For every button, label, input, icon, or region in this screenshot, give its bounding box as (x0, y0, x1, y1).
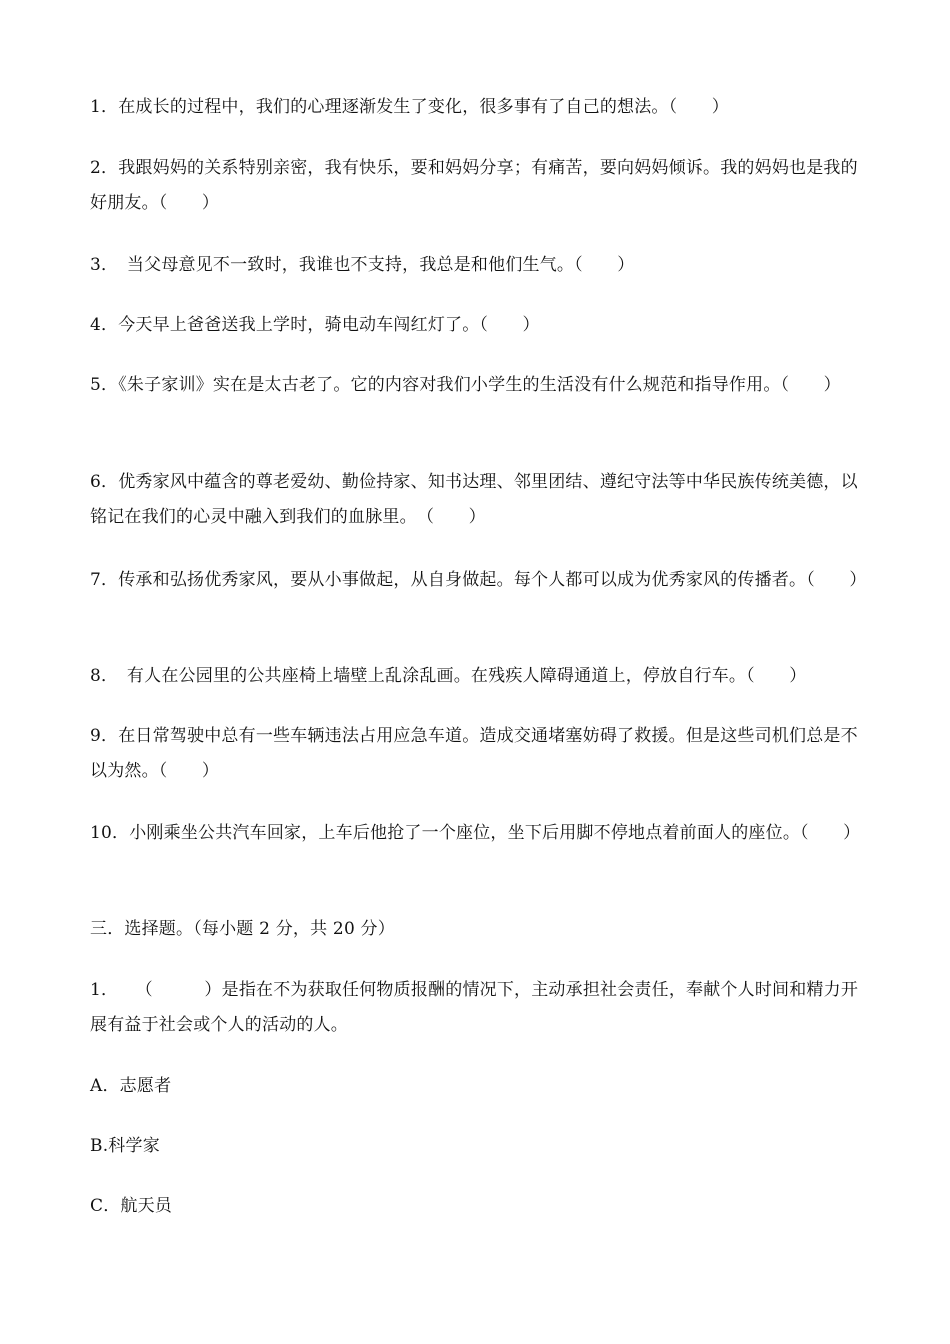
judgment-item-7: 7．传承和弘扬优秀家风，要从小事做起，从自身做起。每个人都可以成为优秀家风的传播者。（ ） (90, 570, 867, 590)
section-heading: 三．选择题。（每小题 2 分，共 20 分） (90, 919, 395, 939)
option-b: B.科学家 (90, 1136, 160, 1156)
option-a: A．志愿者 (90, 1076, 172, 1096)
judgment-item-5: 5．《朱子家训》实在是太古老了。它的内容对我们小学生的生活没有什么规范和指导作用。（ ） (90, 375, 841, 395)
judgment-item-8: 8． 有人在公园里的公共座椅上墙壁上乱涂乱画。在残疾人障碍通道上，停放自行车。（ ） (90, 666, 807, 686)
option-c: C．航天员 (90, 1196, 173, 1216)
choice-question-1: 1． （ ）是指在不为获取任何物质报酬的情况下，主动承担社会责任，奉献个人时间和精力开展有益于社会或个人的活动的人。 (90, 980, 859, 1035)
judgment-item-2: 2．我跟妈妈的关系特别亲密，我有快乐，要和妈妈分享；有痛苦，要向妈妈倾诉。我的妈妈也是我的好朋友。（ ） (90, 158, 858, 213)
judgment-item-10: 10．小刚乘坐公共汽车回家，上车后他抢了一个座位，坐下后用脚不停地点着前面人的座位。（ ） (90, 823, 861, 843)
judgment-item-3: 3． 当父母意见不一致时，我谁也不支持，我总是和他们生气。（ ） (90, 255, 635, 275)
judgment-item-1: 1．在成长的过程中，我们的心理逐渐发生了变化，很多事有了自己的想法。（ ） (90, 97, 729, 117)
judgment-item-6: 6．优秀家风中蕴含的尊老爱幼、勤俭持家、知书达理、邻里团结、遵纪守法等中华民族传统美德，以铭记在我们的心灵中融入到我们的血脉里。 （ ） (90, 472, 858, 527)
judgment-item-4: 4．今天早上爸爸送我上学时，骑电动车闯红灯了。（ ） (90, 315, 540, 335)
judgment-item-9: 9．在日常驾驶中总有一些车辆违法占用应急车道。造成交通堵塞妨碍了救援。但是这些司机们总是不以为然。（ ） (90, 726, 858, 781)
